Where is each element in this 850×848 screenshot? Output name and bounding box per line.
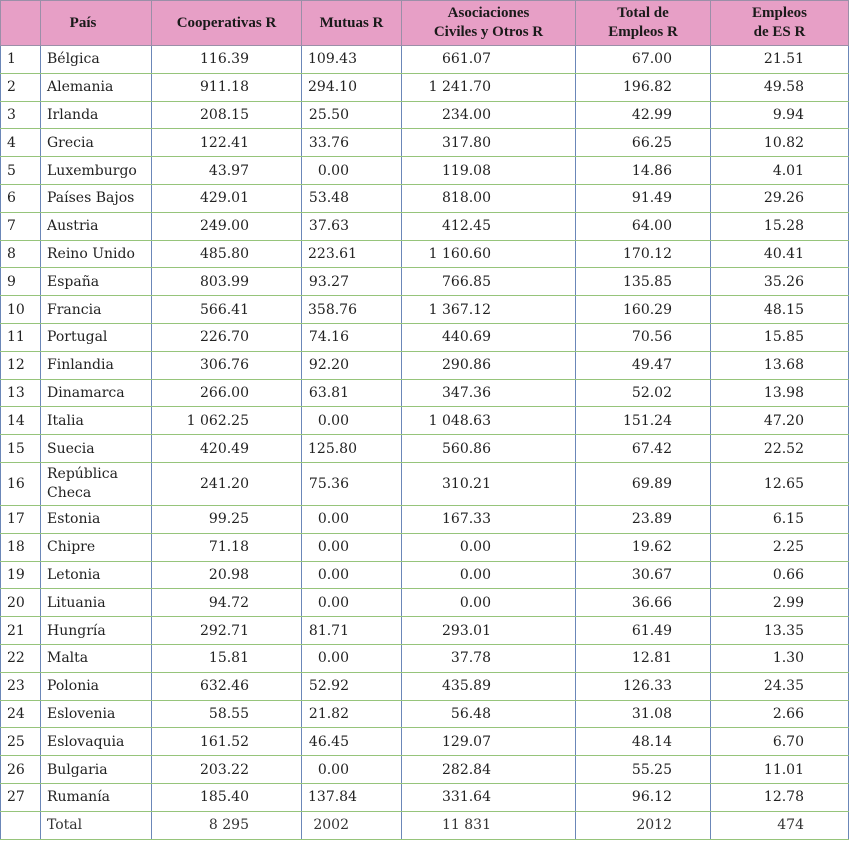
cell-associations: 234.00	[402, 101, 576, 129]
cell-associations: 167.33	[402, 505, 576, 533]
cell-mutuals: 81.71	[302, 617, 402, 645]
cell-country: Lituania	[41, 589, 152, 617]
cell-index: 4	[1, 129, 41, 157]
cell-country: Austria	[41, 212, 152, 240]
cell-es-employment: 474	[711, 811, 849, 839]
cell-mutuals: 0.00	[302, 644, 402, 672]
cell-country: Países Bajos	[41, 184, 152, 212]
cell-country: Estonia	[41, 505, 152, 533]
cell-es-employment: 1.30	[711, 644, 849, 672]
cell-es-employment: 4.01	[711, 157, 849, 185]
cell-es-employment: 21.51	[711, 46, 849, 74]
cell-associations: 293.01	[402, 617, 576, 645]
table-row	[1, 672, 849, 700]
header-cooperatives: Cooperativas R	[152, 1, 302, 46]
cell-es-employment: 0.66	[711, 561, 849, 589]
cell-cooperatives: 122.41	[152, 129, 302, 157]
cell-cooperatives: 71.18	[152, 533, 302, 561]
cell-total-employment: 42.99	[576, 101, 711, 129]
cell-cooperatives: 94.72	[152, 589, 302, 617]
cell-index: 7	[1, 212, 41, 240]
cell-cooperatives: 803.99	[152, 268, 302, 296]
cell-associations: 56.48	[402, 700, 576, 728]
header-index	[1, 1, 41, 46]
table-row	[1, 157, 849, 185]
cell-country: Suecia	[41, 435, 152, 463]
cell-country: Total	[41, 811, 152, 839]
cell-es-employment: 48.15	[711, 296, 849, 324]
cell-es-employment: 2.66	[711, 700, 849, 728]
cell-associations: 1 160.60	[402, 240, 576, 268]
cell-country: Italia	[41, 407, 152, 435]
header-country: País	[41, 1, 152, 46]
cell-total-employment: 30.67	[576, 561, 711, 589]
cell-es-employment: 6.70	[711, 728, 849, 756]
cell-mutuals: 92.20	[302, 351, 402, 379]
cell-cooperatives: 208.15	[152, 101, 302, 129]
cell-es-employment: 13.98	[711, 379, 849, 407]
cell-country: Francia	[41, 296, 152, 324]
table-row	[1, 240, 849, 268]
cell-index: 11	[1, 323, 41, 351]
cell-country: Grecia	[41, 129, 152, 157]
cell-country: Chipre	[41, 533, 152, 561]
cell-index: 17	[1, 505, 41, 533]
cell-total-employment: 160.29	[576, 296, 711, 324]
cell-es-employment: 35.26	[711, 268, 849, 296]
cell-associations: 766.85	[402, 268, 576, 296]
cell-country: Rumanía	[41, 783, 152, 811]
cell-mutuals: 75.36	[302, 462, 402, 505]
cell-associations: 290.86	[402, 351, 576, 379]
cell-total-employment: 36.66	[576, 589, 711, 617]
table-row	[1, 505, 849, 533]
cell-total-employment: 170.12	[576, 240, 711, 268]
table-row	[1, 184, 849, 212]
cell-cooperatives: 20.98	[152, 561, 302, 589]
cell-mutuals: 53.48	[302, 184, 402, 212]
cell-cooperatives: 203.22	[152, 756, 302, 784]
cell-associations: 282.84	[402, 756, 576, 784]
cell-es-employment: 15.28	[711, 212, 849, 240]
cell-index: 1	[1, 46, 41, 74]
cell-mutuals: 294.10	[302, 73, 402, 101]
cell-associations: 818.00	[402, 184, 576, 212]
cell-associations: 11 831	[402, 811, 576, 839]
table-row	[1, 533, 849, 561]
table-row	[1, 73, 849, 101]
cell-cooperatives: 566.41	[152, 296, 302, 324]
table-row	[1, 268, 849, 296]
cell-cooperatives: 15.81	[152, 644, 302, 672]
table-row	[1, 728, 849, 756]
cell-country: Eslovaquia	[41, 728, 152, 756]
table-row	[1, 407, 849, 435]
cell-country: Bulgaria	[41, 756, 152, 784]
cell-mutuals: 25.50	[302, 101, 402, 129]
cell-index: 21	[1, 617, 41, 645]
cell-country: Luxemburgo	[41, 157, 152, 185]
cell-es-employment: 24.35	[711, 672, 849, 700]
cell-cooperatives: 161.52	[152, 728, 302, 756]
cell-country: Portugal	[41, 323, 152, 351]
cell-cooperatives: 420.49	[152, 435, 302, 463]
cell-country: Reino Unido	[41, 240, 152, 268]
cell-index: 2	[1, 73, 41, 101]
cell-associations: 0.00	[402, 561, 576, 589]
cell-index: 27	[1, 783, 41, 811]
cell-mutuals: 93.27	[302, 268, 402, 296]
cell-es-employment: 2.25	[711, 533, 849, 561]
cell-index: 3	[1, 101, 41, 129]
cell-associations: 0.00	[402, 589, 576, 617]
cell-total-employment: 91.49	[576, 184, 711, 212]
cell-total-employment: 12.81	[576, 644, 711, 672]
cell-es-employment: 13.68	[711, 351, 849, 379]
cell-total-employment: 48.14	[576, 728, 711, 756]
table-row	[1, 296, 849, 324]
cell-associations: 37.78	[402, 644, 576, 672]
cell-es-employment: 40.41	[711, 240, 849, 268]
cell-index: 13	[1, 379, 41, 407]
cell-mutuals: 37.63	[302, 212, 402, 240]
cell-total-employment: 52.02	[576, 379, 711, 407]
cell-cooperatives: 485.80	[152, 240, 302, 268]
cell-mutuals: 0.00	[302, 505, 402, 533]
cell-mutuals: 0.00	[302, 756, 402, 784]
cell-mutuals: 21.82	[302, 700, 402, 728]
cell-total-employment: 19.62	[576, 533, 711, 561]
cell-index	[1, 811, 41, 839]
cell-index: 15	[1, 435, 41, 463]
cell-cooperatives: 249.00	[152, 212, 302, 240]
cell-mutuals: 223.61	[302, 240, 402, 268]
cell-total-employment: 61.49	[576, 617, 711, 645]
cell-cooperatives: 306.76	[152, 351, 302, 379]
table-row	[1, 561, 849, 589]
table-row	[1, 462, 849, 505]
cell-index: 16	[1, 462, 41, 505]
cell-associations: 0.00	[402, 533, 576, 561]
cell-es-employment: 29.26	[711, 184, 849, 212]
cell-total-employment: 66.25	[576, 129, 711, 157]
cell-country: Irlanda	[41, 101, 152, 129]
cell-total-employment: 151.24	[576, 407, 711, 435]
cell-total-employment: 67.42	[576, 435, 711, 463]
cell-country: España	[41, 268, 152, 296]
cell-cooperatives: 226.70	[152, 323, 302, 351]
cell-es-employment: 11.01	[711, 756, 849, 784]
header-total-employment	[576, 1, 711, 46]
cell-cooperatives: 43.97	[152, 157, 302, 185]
cell-cooperatives: 241.20	[152, 462, 302, 505]
table-row	[1, 589, 849, 617]
cell-index: 26	[1, 756, 41, 784]
cell-country: Letonia	[41, 561, 152, 589]
cell-total-employment: 55.25	[576, 756, 711, 784]
table-row	[1, 351, 849, 379]
cell-mutuals: 2002	[302, 811, 402, 839]
cell-cooperatives: 185.40	[152, 783, 302, 811]
cell-associations: 310.21	[402, 462, 576, 505]
cell-mutuals: 46.45	[302, 728, 402, 756]
header-mutuals: Mutuas R	[302, 1, 402, 46]
cell-es-employment: 15.85	[711, 323, 849, 351]
cell-associations: 435.89	[402, 672, 576, 700]
table-row	[1, 46, 849, 74]
cell-mutuals: 358.76	[302, 296, 402, 324]
cell-country: Hungría	[41, 617, 152, 645]
header-associations-line2: Civiles y Otros R	[433, 24, 544, 40]
table-row	[1, 783, 849, 811]
cell-es-employment: 12.78	[711, 783, 849, 811]
cell-cooperatives: 58.55	[152, 700, 302, 728]
table-row	[1, 617, 849, 645]
cell-index: 10	[1, 296, 41, 324]
cell-index: 12	[1, 351, 41, 379]
cell-index: 8	[1, 240, 41, 268]
cell-mutuals: 33.76	[302, 129, 402, 157]
cell-index: 25	[1, 728, 41, 756]
cell-cooperatives: 99.25	[152, 505, 302, 533]
cell-cooperatives: 911.18	[152, 73, 302, 101]
table-row	[1, 435, 849, 463]
cell-total-employment: 126.33	[576, 672, 711, 700]
cell-cooperatives: 266.00	[152, 379, 302, 407]
cell-index: 19	[1, 561, 41, 589]
cell-associations: 1 367.12	[402, 296, 576, 324]
cell-es-employment: 13.35	[711, 617, 849, 645]
cell-associations: 317.80	[402, 129, 576, 157]
cell-total-employment: 23.89	[576, 505, 711, 533]
table-row	[1, 379, 849, 407]
table-row	[1, 644, 849, 672]
cell-total-employment: 67.00	[576, 46, 711, 74]
cell-es-employment: 47.20	[711, 407, 849, 435]
table-row	[1, 700, 849, 728]
cell-es-employment: 49.58	[711, 73, 849, 101]
header-total-employment-line2: Empleos R	[608, 24, 678, 40]
cell-es-employment: 9.94	[711, 101, 849, 129]
table-body	[1, 46, 849, 840]
cell-cooperatives: 429.01	[152, 184, 302, 212]
cell-index: 5	[1, 157, 41, 185]
cell-index: 6	[1, 184, 41, 212]
header-associations-line1: Asociaciones	[447, 5, 530, 21]
cell-total-employment: 31.08	[576, 700, 711, 728]
cell-mutuals: 109.43	[302, 46, 402, 74]
cell-index: 24	[1, 700, 41, 728]
cell-cooperatives: 1 062.25	[152, 407, 302, 435]
cell-mutuals: 0.00	[302, 157, 402, 185]
cell-mutuals: 0.00	[302, 589, 402, 617]
header-es-employment-line1: Empleos	[751, 5, 807, 21]
total-row	[1, 811, 849, 839]
header-es-employment	[711, 1, 849, 46]
table-row	[1, 129, 849, 157]
cell-mutuals: 0.00	[302, 407, 402, 435]
table-row	[1, 101, 849, 129]
cell-country: Bélgica	[41, 46, 152, 74]
table-row	[1, 756, 849, 784]
cell-index: 18	[1, 533, 41, 561]
cell-country: Finlandia	[41, 351, 152, 379]
header-total-employment-line1: Total de	[617, 5, 669, 21]
cell-es-employment: 12.65	[711, 462, 849, 505]
cell-associations: 1 241.70	[402, 73, 576, 101]
cell-mutuals: 74.16	[302, 323, 402, 351]
cell-associations: 1 048.63	[402, 407, 576, 435]
cell-es-employment: 10.82	[711, 129, 849, 157]
cell-associations: 331.64	[402, 783, 576, 811]
cell-es-employment: 2.99	[711, 589, 849, 617]
cell-country: Polonia	[41, 672, 152, 700]
cell-mutuals: 125.80	[302, 435, 402, 463]
cell-country: Malta	[41, 644, 152, 672]
cell-cooperatives: 292.71	[152, 617, 302, 645]
cell-cooperatives: 116.39	[152, 46, 302, 74]
cell-total-employment: 14.86	[576, 157, 711, 185]
cell-total-employment: 196.82	[576, 73, 711, 101]
cell-associations: 129.07	[402, 728, 576, 756]
cell-associations: 661.07	[402, 46, 576, 74]
cell-mutuals: 63.81	[302, 379, 402, 407]
cell-mutuals: 137.84	[302, 783, 402, 811]
cell-total-employment: 135.85	[576, 268, 711, 296]
cell-index: 20	[1, 589, 41, 617]
header-es-employment-line2: de ES R	[753, 24, 806, 40]
cell-index: 9	[1, 268, 41, 296]
cell-cooperatives: 632.46	[152, 672, 302, 700]
cell-total-employment: 49.47	[576, 351, 711, 379]
cell-mutuals: 52.92	[302, 672, 402, 700]
cell-total-employment: 69.89	[576, 462, 711, 505]
cell-associations: 560.86	[402, 435, 576, 463]
table-row	[1, 323, 849, 351]
cell-associations: 347.36	[402, 379, 576, 407]
cell-country: Alemania	[41, 73, 152, 101]
cell-index: 14	[1, 407, 41, 435]
cell-associations: 440.69	[402, 323, 576, 351]
cell-country: Dinamarca	[41, 379, 152, 407]
table-row	[1, 212, 849, 240]
cell-mutuals: 0.00	[302, 533, 402, 561]
header-associations	[402, 1, 576, 46]
cell-es-employment: 6.15	[711, 505, 849, 533]
cell-associations: 412.45	[402, 212, 576, 240]
cell-index: 22	[1, 644, 41, 672]
cell-cooperatives: 8 295	[152, 811, 302, 839]
cell-country: República Checa	[41, 462, 152, 505]
cell-total-employment: 64.00	[576, 212, 711, 240]
cell-associations: 119.08	[402, 157, 576, 185]
cell-index: 23	[1, 672, 41, 700]
cell-total-employment: 96.12	[576, 783, 711, 811]
cell-total-employment: 70.56	[576, 323, 711, 351]
header-row	[1, 1, 849, 46]
cell-country: Eslovenia	[41, 700, 152, 728]
cell-mutuals: 0.00	[302, 561, 402, 589]
cell-es-employment: 22.52	[711, 435, 849, 463]
cell-total-employment: 2012	[576, 811, 711, 839]
